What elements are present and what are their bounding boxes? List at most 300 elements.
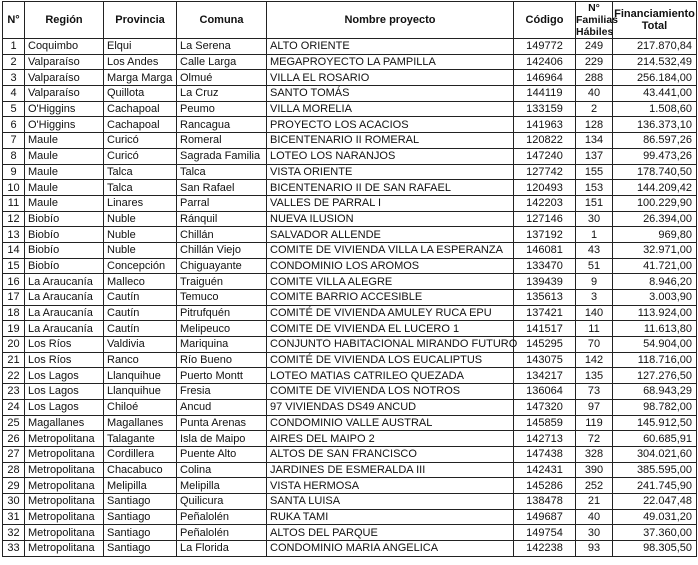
table-row bbox=[3, 368, 697, 384]
header-financiamiento: Financiamiento Total bbox=[613, 2, 697, 39]
familias-cell: 390 bbox=[576, 462, 613, 478]
table-row bbox=[3, 133, 697, 149]
region-cell: Coquimbo bbox=[25, 39, 104, 55]
codigo-cell: 120493 bbox=[514, 180, 576, 196]
familias-cell: 288 bbox=[576, 70, 613, 86]
provincia-cell: Nuble bbox=[104, 242, 177, 258]
region-cell: Metropolitana bbox=[25, 541, 104, 557]
row-number: 32 bbox=[3, 525, 25, 541]
provincia-cell: Magallanes bbox=[104, 415, 177, 431]
provincia-cell: Cautín bbox=[104, 290, 177, 306]
comuna-cell: Peñalolén bbox=[177, 509, 267, 525]
project-name-cell: 97 VIVIENDAS DS49 ANCUD bbox=[267, 399, 514, 415]
provincia-cell: Santiago bbox=[104, 525, 177, 541]
row-number: 19 bbox=[3, 321, 25, 337]
provincia-cell: Ranco bbox=[104, 352, 177, 368]
project-name-cell: MEGAPROYECTO LA PAMPILLA bbox=[267, 54, 514, 70]
codigo-cell: 149772 bbox=[514, 39, 576, 55]
provincia-cell: Llanquihue bbox=[104, 368, 177, 384]
project-name-cell: LOTEO LOS NARANJOS bbox=[267, 148, 514, 164]
codigo-cell: 127742 bbox=[514, 164, 576, 180]
financiamiento-cell: 385.595,00 bbox=[613, 462, 697, 478]
region-cell: Maule bbox=[25, 164, 104, 180]
provincia-cell: Nuble bbox=[104, 211, 177, 227]
provincia-cell: Malleco bbox=[104, 274, 177, 290]
project-name-cell: JARDINES DE ESMERALDA III bbox=[267, 462, 514, 478]
project-name-cell: LOTEO MATIAS CATRILEO QUEZADA bbox=[267, 368, 514, 384]
familias-cell: 135 bbox=[576, 368, 613, 384]
row-number: 28 bbox=[3, 462, 25, 478]
row-number: 26 bbox=[3, 431, 25, 447]
project-name-cell: VALLES DE PARRAL I bbox=[267, 195, 514, 211]
projects-table bbox=[2, 1, 697, 557]
codigo-cell: 138478 bbox=[514, 493, 576, 509]
financiamiento-cell: 304.021,60 bbox=[613, 446, 697, 462]
familias-cell: 2 bbox=[576, 101, 613, 117]
region-cell: Los Lagos bbox=[25, 368, 104, 384]
table-row bbox=[3, 101, 697, 117]
table-row bbox=[3, 211, 697, 227]
financiamiento-cell: 118.716,00 bbox=[613, 352, 697, 368]
project-name-cell: COMITE BARRIO ACCESIBLE bbox=[267, 290, 514, 306]
comuna-cell: Chillán bbox=[177, 227, 267, 243]
codigo-cell: 146081 bbox=[514, 242, 576, 258]
financiamiento-cell: 32.971,00 bbox=[613, 242, 697, 258]
provincia-cell: Concepción bbox=[104, 258, 177, 274]
project-name-cell: COMITÉ DE VIVIENDA LOS EUCALIPTUS bbox=[267, 352, 514, 368]
financiamiento-cell: 214.532,49 bbox=[613, 54, 697, 70]
table-row bbox=[3, 39, 697, 55]
comuna-cell: Quilicura bbox=[177, 493, 267, 509]
row-number: 25 bbox=[3, 415, 25, 431]
familias-cell: 11 bbox=[576, 321, 613, 337]
project-name-cell: VISTA HERMOSA bbox=[267, 478, 514, 494]
provincia-cell: Santiago bbox=[104, 493, 177, 509]
row-number: 16 bbox=[3, 274, 25, 290]
provincia-cell: Cachapoal bbox=[104, 117, 177, 133]
row-number: 10 bbox=[3, 180, 25, 196]
codigo-cell: 147320 bbox=[514, 399, 576, 415]
region-cell: Los Ríos bbox=[25, 337, 104, 353]
table-row bbox=[3, 70, 697, 86]
financiamiento-cell: 178.740,50 bbox=[613, 164, 697, 180]
comuna-cell: San Rafael bbox=[177, 180, 267, 196]
familias-cell: 72 bbox=[576, 431, 613, 447]
region-cell: Los Lagos bbox=[25, 384, 104, 400]
comuna-cell: Colina bbox=[177, 462, 267, 478]
financiamiento-cell: 26.394,00 bbox=[613, 211, 697, 227]
codigo-cell: 147438 bbox=[514, 446, 576, 462]
table-row bbox=[3, 305, 697, 321]
row-number: 17 bbox=[3, 290, 25, 306]
project-name-cell: VISTA ORIENTE bbox=[267, 164, 514, 180]
provincia-cell: Chacabuco bbox=[104, 462, 177, 478]
provincia-cell: Llanquihue bbox=[104, 384, 177, 400]
row-number: 2 bbox=[3, 54, 25, 70]
row-number: 9 bbox=[3, 164, 25, 180]
region-cell: La Araucanía bbox=[25, 321, 104, 337]
table-row bbox=[3, 54, 697, 70]
table-row bbox=[3, 509, 697, 525]
region-cell: Maule bbox=[25, 148, 104, 164]
table-body bbox=[3, 39, 697, 557]
familias-cell: 30 bbox=[576, 525, 613, 541]
project-name-cell: PROYECTO LOS ACACIOS bbox=[267, 117, 514, 133]
provincia-cell: Talca bbox=[104, 180, 177, 196]
familias-cell: 252 bbox=[576, 478, 613, 494]
familias-cell: 151 bbox=[576, 195, 613, 211]
table-row bbox=[3, 148, 697, 164]
project-name-cell: SANTO TOMÁS bbox=[267, 86, 514, 102]
project-name-cell: BICENTENARIO II ROMERAL bbox=[267, 133, 514, 149]
comuna-cell: Puerto Montt bbox=[177, 368, 267, 384]
header-codigo: Código bbox=[514, 2, 576, 39]
provincia-cell: Cautín bbox=[104, 321, 177, 337]
comuna-cell: Chillán Viejo bbox=[177, 242, 267, 258]
familias-cell: 3 bbox=[576, 290, 613, 306]
comuna-cell: Traiguén bbox=[177, 274, 267, 290]
region-cell: Metropolitana bbox=[25, 525, 104, 541]
region-cell: La Araucanía bbox=[25, 274, 104, 290]
comuna-cell: La Serena bbox=[177, 39, 267, 55]
table-row bbox=[3, 446, 697, 462]
familias-cell: 73 bbox=[576, 384, 613, 400]
financiamiento-cell: 37.360,00 bbox=[613, 525, 697, 541]
row-number: 31 bbox=[3, 509, 25, 525]
codigo-cell: 120822 bbox=[514, 133, 576, 149]
familias-cell: 9 bbox=[576, 274, 613, 290]
codigo-cell: 137421 bbox=[514, 305, 576, 321]
codigo-cell: 127146 bbox=[514, 211, 576, 227]
codigo-cell: 149687 bbox=[514, 509, 576, 525]
codigo-cell: 143075 bbox=[514, 352, 576, 368]
familias-cell: 153 bbox=[576, 180, 613, 196]
codigo-cell: 149754 bbox=[514, 525, 576, 541]
provincia-cell: Marga Marga bbox=[104, 70, 177, 86]
table-row bbox=[3, 290, 697, 306]
region-cell: Metropolitana bbox=[25, 493, 104, 509]
row-number: 8 bbox=[3, 148, 25, 164]
provincia-cell: Talca bbox=[104, 164, 177, 180]
financiamiento-cell: 60.685,91 bbox=[613, 431, 697, 447]
familias-cell: 155 bbox=[576, 164, 613, 180]
comuna-cell: Olmué bbox=[177, 70, 267, 86]
codigo-cell: 133470 bbox=[514, 258, 576, 274]
table-row bbox=[3, 493, 697, 509]
comuna-cell: Isla de Maipo bbox=[177, 431, 267, 447]
region-cell: Metropolitana bbox=[25, 478, 104, 494]
financiamiento-cell: 98.305,50 bbox=[613, 541, 697, 557]
region-cell: Metropolitana bbox=[25, 509, 104, 525]
header-provincia: Provincia bbox=[104, 2, 177, 39]
familias-cell: 21 bbox=[576, 493, 613, 509]
codigo-cell: 142203 bbox=[514, 195, 576, 211]
row-number: 11 bbox=[3, 195, 25, 211]
financiamiento-cell: 3.003,90 bbox=[613, 290, 697, 306]
row-number: 3 bbox=[3, 70, 25, 86]
financiamiento-cell: 100.229,90 bbox=[613, 195, 697, 211]
table-row bbox=[3, 399, 697, 415]
table-row bbox=[3, 462, 697, 478]
financiamiento-cell: 1.508,60 bbox=[613, 101, 697, 117]
provincia-cell: Linares bbox=[104, 195, 177, 211]
provincia-cell: Valdivia bbox=[104, 337, 177, 353]
familias-cell: 43 bbox=[576, 242, 613, 258]
header-comuna: Comuna bbox=[177, 2, 267, 39]
region-cell: Biobío bbox=[25, 227, 104, 243]
comuna-cell: Peumo bbox=[177, 101, 267, 117]
codigo-cell: 139439 bbox=[514, 274, 576, 290]
row-number: 15 bbox=[3, 258, 25, 274]
comuna-cell: Puente Alto bbox=[177, 446, 267, 462]
row-number: 20 bbox=[3, 337, 25, 353]
region-cell: O'Higgins bbox=[25, 117, 104, 133]
financiamiento-cell: 241.745,90 bbox=[613, 478, 697, 494]
region-cell: Valparaíso bbox=[25, 54, 104, 70]
provincia-cell: Nuble bbox=[104, 227, 177, 243]
project-name-cell: CONJUNTO HABITACIONAL MIRANDO FUTURO bbox=[267, 337, 514, 353]
codigo-cell: 146964 bbox=[514, 70, 576, 86]
region-cell: O'Higgins bbox=[25, 101, 104, 117]
row-number: 33 bbox=[3, 541, 25, 557]
project-name-cell: ALTO ORIENTE bbox=[267, 39, 514, 55]
familias-cell: 70 bbox=[576, 337, 613, 353]
row-number: 13 bbox=[3, 227, 25, 243]
provincia-cell: Curicó bbox=[104, 133, 177, 149]
region-cell: Magallanes bbox=[25, 415, 104, 431]
header-row bbox=[3, 2, 697, 39]
project-name-cell: COMITE DE VIVIENDA EL LUCERO 1 bbox=[267, 321, 514, 337]
table-row bbox=[3, 321, 697, 337]
provincia-cell: Quillota bbox=[104, 86, 177, 102]
row-number: 23 bbox=[3, 384, 25, 400]
row-number: 12 bbox=[3, 211, 25, 227]
financiamiento-cell: 41.721,00 bbox=[613, 258, 697, 274]
table-row bbox=[3, 478, 697, 494]
financiamiento-cell: 99.473,26 bbox=[613, 148, 697, 164]
table-row bbox=[3, 180, 697, 196]
codigo-cell: 142431 bbox=[514, 462, 576, 478]
comuna-cell: Punta Arenas bbox=[177, 415, 267, 431]
table-row bbox=[3, 227, 697, 243]
table-row bbox=[3, 274, 697, 290]
region-cell: Valparaíso bbox=[25, 86, 104, 102]
codigo-cell: 142406 bbox=[514, 54, 576, 70]
table-row bbox=[3, 431, 697, 447]
comuna-cell: Talca bbox=[177, 164, 267, 180]
codigo-cell: 145286 bbox=[514, 478, 576, 494]
project-name-cell: BICENTENARIO II DE SAN RAFAEL bbox=[267, 180, 514, 196]
familias-cell: 40 bbox=[576, 509, 613, 525]
region-cell: Metropolitana bbox=[25, 431, 104, 447]
familias-cell: 1 bbox=[576, 227, 613, 243]
financiamiento-cell: 43.441,00 bbox=[613, 86, 697, 102]
table-row bbox=[3, 541, 697, 557]
table-row bbox=[3, 195, 697, 211]
financiamiento-cell: 969,80 bbox=[613, 227, 697, 243]
provincia-cell: Talagante bbox=[104, 431, 177, 447]
codigo-cell: 133159 bbox=[514, 101, 576, 117]
comuna-cell: Peñalolén bbox=[177, 525, 267, 541]
provincia-cell: Santiago bbox=[104, 509, 177, 525]
region-cell: Valparaíso bbox=[25, 70, 104, 86]
familias-cell: 51 bbox=[576, 258, 613, 274]
project-name-cell: ALTOS DE SAN FRANCISCO bbox=[267, 446, 514, 462]
codigo-cell: 137192 bbox=[514, 227, 576, 243]
codigo-cell: 145859 bbox=[514, 415, 576, 431]
comuna-cell: Calle Larga bbox=[177, 54, 267, 70]
region-cell: La Araucanía bbox=[25, 305, 104, 321]
financiamiento-cell: 217.870,84 bbox=[613, 39, 697, 55]
project-name-cell: VILLA EL ROSARIO bbox=[267, 70, 514, 86]
project-name-cell: COMITE VILLA ALEGRE bbox=[267, 274, 514, 290]
provincia-cell: Cautín bbox=[104, 305, 177, 321]
comuna-cell: Melipeuco bbox=[177, 321, 267, 337]
financiamiento-cell: 113.924,00 bbox=[613, 305, 697, 321]
financiamiento-cell: 86.597,26 bbox=[613, 133, 697, 149]
row-number: 7 bbox=[3, 133, 25, 149]
project-name-cell: SALVADOR ALLENDE bbox=[267, 227, 514, 243]
region-cell: Los Lagos bbox=[25, 399, 104, 415]
financiamiento-cell: 8.946,20 bbox=[613, 274, 697, 290]
comuna-cell: Sagrada Familia bbox=[177, 148, 267, 164]
comuna-cell: Melipilla bbox=[177, 478, 267, 494]
codigo-cell: 144119 bbox=[514, 86, 576, 102]
comuna-cell: Pitrufquén bbox=[177, 305, 267, 321]
familias-cell: 249 bbox=[576, 39, 613, 55]
header-familias: N° Familias Hábiles bbox=[576, 2, 619, 38]
financiamiento-cell: 256.184,00 bbox=[613, 70, 697, 86]
region-cell: Maule bbox=[25, 133, 104, 149]
comuna-cell: Ancud bbox=[177, 399, 267, 415]
comuna-cell: Parral bbox=[177, 195, 267, 211]
project-name-cell: CONDOMINIO VALLE AUSTRAL bbox=[267, 415, 514, 431]
project-name-cell: COMITÉ DE VIVIENDA AMULEY RUCA EPU bbox=[267, 305, 514, 321]
comuna-cell: Ránquil bbox=[177, 211, 267, 227]
region-cell: Maule bbox=[25, 195, 104, 211]
row-number: 21 bbox=[3, 352, 25, 368]
comuna-cell: Chiguayante bbox=[177, 258, 267, 274]
familias-cell: 119 bbox=[576, 415, 613, 431]
project-name-cell: CONDOMINIO MARIA ANGELICA bbox=[267, 541, 514, 557]
header-region: Región bbox=[25, 2, 104, 39]
project-name-cell: COMITE DE VIVIENDA VILLA LA ESPERANZA bbox=[267, 242, 514, 258]
region-cell: Metropolitana bbox=[25, 462, 104, 478]
row-number: 29 bbox=[3, 478, 25, 494]
codigo-cell: 142238 bbox=[514, 541, 576, 557]
familias-cell: 128 bbox=[576, 117, 613, 133]
familias-cell: 140 bbox=[576, 305, 613, 321]
project-name-cell: RUKA TAMI bbox=[267, 509, 514, 525]
region-cell: Biobío bbox=[25, 242, 104, 258]
financiamiento-cell: 54.904,00 bbox=[613, 337, 697, 353]
provincia-cell: Cachapoal bbox=[104, 101, 177, 117]
table-row bbox=[3, 164, 697, 180]
row-number: 30 bbox=[3, 493, 25, 509]
row-number: 6 bbox=[3, 117, 25, 133]
familias-cell: 137 bbox=[576, 148, 613, 164]
financiamiento-cell: 22.047,48 bbox=[613, 493, 697, 509]
comuna-cell: Romeral bbox=[177, 133, 267, 149]
codigo-cell: 135613 bbox=[514, 290, 576, 306]
region-cell: Biobío bbox=[25, 211, 104, 227]
comuna-cell: Fresia bbox=[177, 384, 267, 400]
codigo-cell: 134217 bbox=[514, 368, 576, 384]
provincia-cell: Melipilla bbox=[104, 478, 177, 494]
comuna-cell: La Cruz bbox=[177, 86, 267, 102]
familias-cell: 40 bbox=[576, 86, 613, 102]
comuna-cell: Temuco bbox=[177, 290, 267, 306]
comuna-cell: Rancagua bbox=[177, 117, 267, 133]
table-row bbox=[3, 242, 697, 258]
familias-cell: 30 bbox=[576, 211, 613, 227]
financiamiento-cell: 98.782,00 bbox=[613, 399, 697, 415]
row-number: 14 bbox=[3, 242, 25, 258]
row-number: 1 bbox=[3, 39, 25, 55]
project-name-cell: AIRES DEL MAIPO 2 bbox=[267, 431, 514, 447]
familias-cell: 229 bbox=[576, 54, 613, 70]
project-name-cell: ALTOS DEL PARQUE bbox=[267, 525, 514, 541]
region-cell: Los Ríos bbox=[25, 352, 104, 368]
familias-cell: 93 bbox=[576, 541, 613, 557]
project-name-cell: SANTA LUISA bbox=[267, 493, 514, 509]
provincia-cell: Los Andes bbox=[104, 54, 177, 70]
codigo-cell: 145295 bbox=[514, 337, 576, 353]
codigo-cell: 142713 bbox=[514, 431, 576, 447]
provincia-cell: Chiloé bbox=[104, 399, 177, 415]
familias-cell: 142 bbox=[576, 352, 613, 368]
familias-cell: 97 bbox=[576, 399, 613, 415]
region-cell: La Araucanía bbox=[25, 290, 104, 306]
familias-cell: 134 bbox=[576, 133, 613, 149]
row-number: 22 bbox=[3, 368, 25, 384]
familias-cell: 328 bbox=[576, 446, 613, 462]
region-cell: Maule bbox=[25, 180, 104, 196]
codigo-cell: 136064 bbox=[514, 384, 576, 400]
provincia-cell: Curicó bbox=[104, 148, 177, 164]
financiamiento-cell: 127.276,50 bbox=[613, 368, 697, 384]
table-row bbox=[3, 86, 697, 102]
table-row bbox=[3, 337, 697, 353]
comuna-cell: La Florida bbox=[177, 541, 267, 557]
comuna-cell: Río Bueno bbox=[177, 352, 267, 368]
row-number: 4 bbox=[3, 86, 25, 102]
table-row bbox=[3, 117, 697, 133]
header-number: N° bbox=[3, 2, 25, 39]
row-number: 5 bbox=[3, 101, 25, 117]
financiamiento-cell: 11.613,80 bbox=[613, 321, 697, 337]
project-name-cell: COMITE DE VIVIENDA LOS NOTROS bbox=[267, 384, 514, 400]
project-name-cell: NUEVA ILUSION bbox=[267, 211, 514, 227]
financiamiento-cell: 68.943,29 bbox=[613, 384, 697, 400]
project-name-cell: VILLA MORELIA bbox=[267, 101, 514, 117]
row-number: 27 bbox=[3, 446, 25, 462]
financiamiento-cell: 144.209,42 bbox=[613, 180, 697, 196]
project-name-cell: CONDOMINIO LOS AROMOS bbox=[267, 258, 514, 274]
financiamiento-cell: 136.373,10 bbox=[613, 117, 697, 133]
provincia-cell: Elqui bbox=[104, 39, 177, 55]
provincia-cell: Cordillera bbox=[104, 446, 177, 462]
provincia-cell: Santiago bbox=[104, 541, 177, 557]
financiamiento-cell: 145.912,50 bbox=[613, 415, 697, 431]
codigo-cell: 141517 bbox=[514, 321, 576, 337]
table-row bbox=[3, 352, 697, 368]
row-number: 24 bbox=[3, 399, 25, 415]
codigo-cell: 147240 bbox=[514, 148, 576, 164]
table-row bbox=[3, 384, 697, 400]
comuna-cell: Mariquina bbox=[177, 337, 267, 353]
header-nombre-proyecto: Nombre proyecto bbox=[267, 2, 514, 39]
